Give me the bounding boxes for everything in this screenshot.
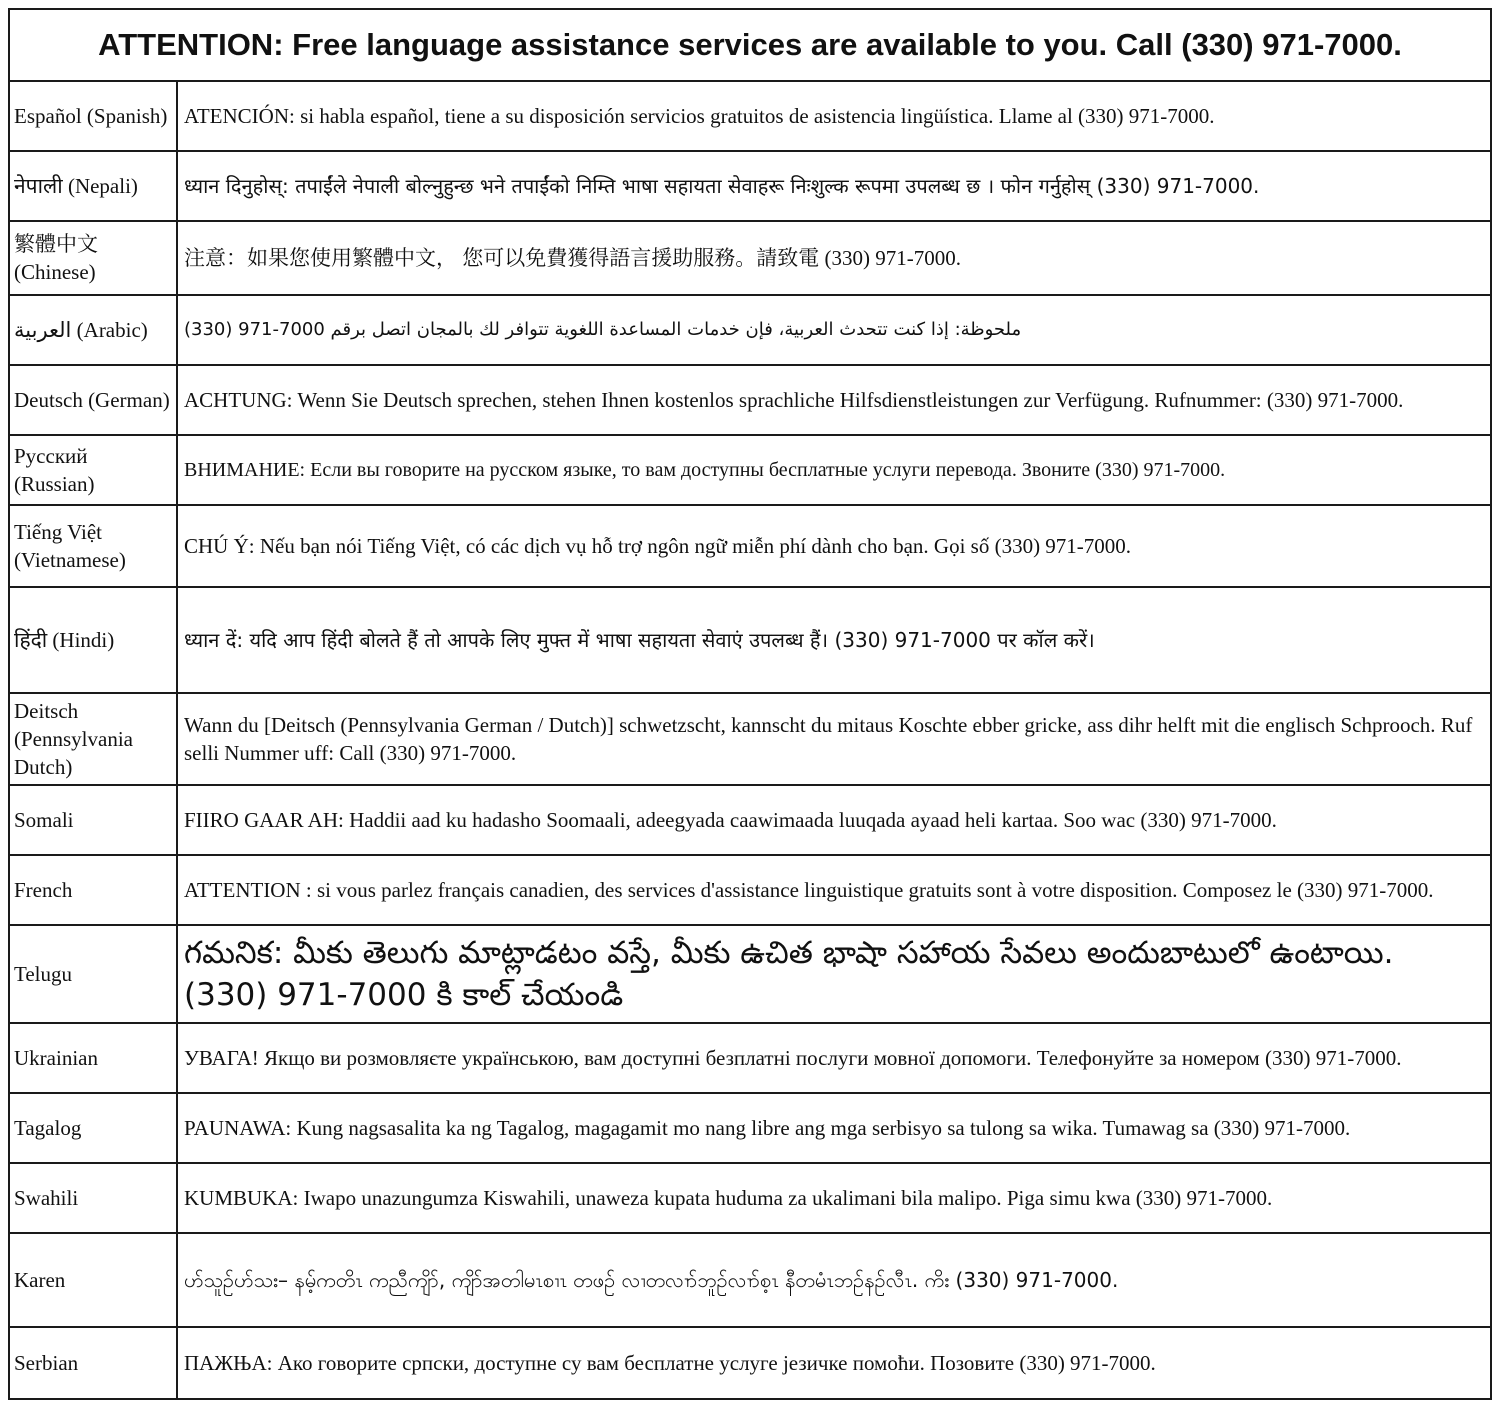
language-message: УВАГА! Якщо ви розмовляєте українською, вам доступні безплатні послуги мовної допомоги. Телефонуйте за номером (330) 971-7000.: [184, 1046, 1402, 1070]
table-row: [10, 296, 1490, 366]
language-message: ПАЖЊА: Ако говорите српски, доступне су вам бесплатне услуге језичке помоћи. Позовите (330) 971-7000.: [184, 1351, 1156, 1375]
table-row: [10, 366, 1490, 436]
language-label: हिंदी (Hindi): [10, 588, 178, 692]
language-label: नेपाली (Nepali): [10, 152, 178, 220]
table-row: [10, 588, 1490, 694]
language-label: Karen: [10, 1234, 178, 1326]
language-message: ध्यान दिनुहोस्: तपाईंले नेपाली बोल्नुहुन्छ भने तपाईंको निम्ति भाषा सहायता सेवाहरू निःशुल्क रूपमा उपलब्ध छ । फोन गर्नुहोस् (330) 971-7000.: [184, 174, 1260, 198]
language-label: 繁體中文 (Chinese): [10, 222, 178, 294]
language-message: ध्यान दें: यदि आप हिंदी बोलते हैं तो आपके लिए मुफ्त में भाषा सहायता सेवाएं उपलब्ध हैं। (330) 971-7000 पर कॉल करें।: [184, 628, 1095, 652]
table-row: [10, 82, 1490, 152]
language-label: العربية (Arabic): [10, 296, 178, 364]
language-label: Español (Spanish): [10, 82, 178, 150]
language-message: KUMBUKA: Iwapo unazungumza Kiswahili, unaweza kupata huduma za ukalimani bila malipo. Piga simu kwa (330) 971-7000.: [184, 1186, 1273, 1210]
table-row: [10, 506, 1490, 588]
language-label: Deutsch (German): [10, 366, 178, 434]
table-row: [10, 1328, 1490, 1398]
language-message: ဟ်သူဉ်ဟ်သး– နမ့်ကတိၤ ကညီကျိာ်, ကျိာ်အတါမၤစၢၤ တဖဉ် လၢတလၢာ်ဘူဉ်လၢာ်စ့ၤ နီတမံၤဘဉ်နဉ်လီၤ. ကိး (330) 971-7000.: [184, 1268, 1119, 1292]
table-row: [10, 436, 1490, 506]
notice-title: ATTENTION: Free language assistance services are available to you. Call (330) 971-7000.: [10, 10, 1490, 82]
language-message: ملحوظة: إذا كنت تتحدث العربية، فإن خدمات المساعدة اللغوية تتوافر لك بالمجان اتصل برقم 7000-971 (330): [184, 319, 1022, 340]
language-message: PAUNAWA: Kung nagsasalita ka ng Tagalog, magagamit mo nang libre ang mga serbisyo sa tulong sa wika. Tumawag sa (330) 971-7000.: [184, 1116, 1351, 1140]
language-message: గమనిక: మీకు తెలుగు మాట్లాడటం వస్తే, మీకు ఉచిత భాషా సహాయ సేవలు అందుబాటులో ఉంటాయి. (330) 971-7000 కి కాల్ చేయండి: [184, 935, 1394, 1013]
language-label: Tagalog: [10, 1094, 178, 1162]
language-label: Ukrainian: [10, 1024, 178, 1092]
table-row: [10, 856, 1490, 926]
table-row: [10, 1234, 1490, 1328]
table-row: [10, 786, 1490, 856]
language-label: Swahili: [10, 1164, 178, 1232]
language-label: Русский (Russian): [10, 436, 178, 504]
table-row: [10, 1164, 1490, 1234]
language-label: Deitsch (Pennsylvania Dutch): [10, 694, 178, 784]
table-row: [10, 1094, 1490, 1164]
language-message: Wann du [Deitsch (Pennsylvania German / Dutch)] schwetzscht, kannscht du mitaus Koschte ebber gricke, ass dihr helft mit die englisch Schprooch. Ruf selli Nummer uff: Call (330) 971-7000.: [184, 713, 1473, 765]
language-label: Serbian: [10, 1328, 178, 1398]
language-message: ATENCIÓN: si habla español, tiene a su disposición servicios gratuitos de asistencia lingüística. Llame al (330) 971-7000.: [184, 104, 1215, 128]
language-label: French: [10, 856, 178, 924]
language-message: FIIRO GAAR AH: Haddii aad ku hadasho Soomaali, adeegyada caawimaada luuqada ayaad heli kartaa. Soo wac (330) 971-7000.: [184, 808, 1277, 832]
table-row: [10, 1024, 1490, 1094]
table-row: [10, 222, 1490, 296]
language-label: Somali: [10, 786, 178, 854]
language-message: CHÚ Ý: Nếu bạn nói Tiếng Việt, có các dịch vụ hỗ trợ ngôn ngữ miễn phí dành cho bạn. Gọi số (330) 971-7000.: [184, 534, 1132, 558]
language-label: Telugu: [10, 926, 178, 1022]
language-assistance-notice: [8, 8, 1492, 1400]
language-message: ATTENTION : si vous parlez français canadien, des services d'assistance linguistique gratuits sont à votre disposition. Composez le (330) 971-7000.: [184, 878, 1434, 902]
language-message: ВНИМАНИЕ: Если вы говорите на русском языке, то вам доступны бесплатные услуги перевода. Звоните (330) 971-7000.: [184, 459, 1226, 481]
table-row: [10, 152, 1490, 222]
table-row: [10, 694, 1490, 786]
language-message: ACHTUNG: Wenn Sie Deutsch sprechen, stehen Ihnen kostenlos sprachliche Hilfsdienstleistungen zur Verfügung. Rufnummer: (330) 971-7000.: [184, 388, 1404, 412]
language-message: 注意：如果您使用繁體中文， 您可以免費獲得語言援助服務。請致電 (330) 971-7000.: [184, 246, 961, 270]
language-label: Tiếng Việt (Vietnamese): [10, 506, 178, 586]
table-row: [10, 926, 1490, 1024]
